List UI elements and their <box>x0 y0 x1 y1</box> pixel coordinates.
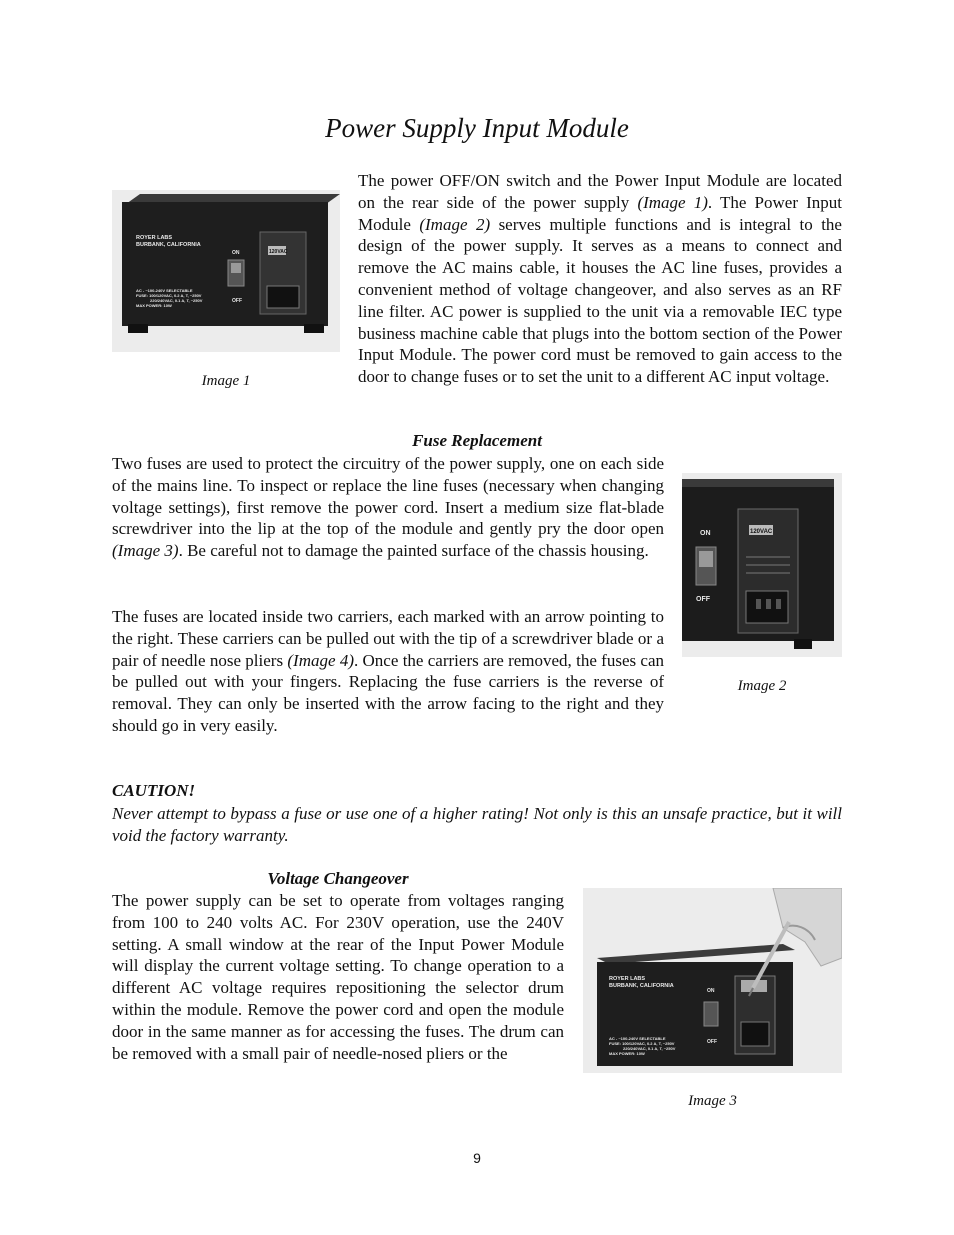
image-2-photo <box>682 473 842 657</box>
caution-heading: CAUTION! <box>112 781 196 800</box>
panel-ac-label: AC - ~100-240V SELECTABLE <box>136 288 193 293</box>
panel-power-label: MAX POWER: 10W <box>136 303 172 308</box>
caution-text: Never attempt to bypass a fuse or use one of a higher rating! Not only is this an unsafe practice, but it will void the factory warranty. <box>112 804 842 845</box>
panel-location-label: BURBANK, CALIFORNIA <box>609 983 674 989</box>
panel-fuse-label-2: 220/240VAC, 0.1 A, T, ~250V <box>150 298 203 303</box>
panel-on-label: ON <box>700 530 711 537</box>
panel-on-label: ON <box>232 250 240 256</box>
panel-on-label: ON <box>707 988 715 994</box>
image-1-photo <box>112 190 340 352</box>
intro-text-3: serves multiple functions and is integral to the design of the power supply. It serves as a means to connect and remove the AC mains cable, it houses the AC line fuses, provides a convenient method of voltage changeover, and also serves as an RF line filter. AC power is supplied to the unit via a removable IEC type business machine cable that plugs into the bottom section of the Power Input Module. The power cord must be removed to gain access to the door to change fuses or to set the unit to a different AC input voltage. <box>358 214 842 387</box>
intro-ref-image-1: (Image 1) <box>637 192 708 212</box>
fuse-paragraph-1 <box>112 453 664 562</box>
fuse-p2-text-b: . Once the carriers are removed, the fuses can be pulled out with your fingers. Replacing the fuse carriers is the reverse of removal. They can only be inserted with the arrow facing to the right and they should go in very easily. <box>112 650 664 735</box>
intro-paragraph <box>358 170 842 388</box>
panel-off-label: OFF <box>696 596 710 603</box>
voltage-window-label: 120VAC <box>269 249 288 255</box>
page-title: Power Supply Input Module <box>325 113 629 143</box>
fuse-p1-text-b: . Be careful not to damage the painted surface of the chassis housing. <box>178 541 649 561</box>
panel-fuse-label: FUSE: 100/120VAC, 0.2 A, T, ~250V <box>609 1041 675 1046</box>
panel-off-label: OFF <box>232 298 242 304</box>
panel-off-label: OFF <box>707 1039 717 1045</box>
panel-ac-label: AC - ~100-240V SELECTABLE <box>609 1036 666 1041</box>
image-1-caption: Image 1 <box>201 373 251 389</box>
panel-location-label: BURBANK, CALIFORNIA <box>136 242 201 248</box>
panel-power-label: MAX POWER: 10W <box>609 1051 645 1056</box>
fuse-p2-ref-image-4: (Image 4) <box>287 650 354 670</box>
fuse-replacement-heading: Fuse Replacement <box>412 431 542 450</box>
opening-module-door-illustration <box>583 888 842 1073</box>
intro-ref-image-2: (Image 2) <box>419 214 491 234</box>
power-supply-rear-panel-illustration <box>112 190 340 352</box>
panel-fuse-label: FUSE: 100/120VAC, 0.2 A, T, ~250V <box>136 293 202 298</box>
fuse-p1-text-a: Two fuses are used to protect the circuitry of the power supply, one on each side of the mains line. To inspect or replace the line fuses (necessary when changing voltage settings), first remove the power cord. Insert a medium size flat-blade screwdriver into the lip at the top of the module and gently pry the door open <box>112 454 664 539</box>
panel-fuse-label-2: 220/240VAC, 0.1 A, T, ~250V <box>623 1046 676 1051</box>
panel-brand-label: ROYER LABS <box>136 235 173 241</box>
image-3-photo <box>583 888 842 1073</box>
voltage-window-label: 120VAC <box>750 529 773 535</box>
image-3-caption: Image 3 <box>688 1093 737 1109</box>
power-input-module-closeup-illustration <box>682 473 842 657</box>
intro-text-2: . The Power Input Module <box>358 192 842 234</box>
image-2-caption: Image 2 <box>737 678 787 694</box>
voltage-changeover-heading: Voltage Changeover <box>267 869 409 888</box>
voltage-changeover-paragraph: The power supply can be set to operate from voltages ranging from 100 to 240 volts AC. For 230V operation, use the 240V setting. A small window at the rear of the Input Power Module will display the current voltage setting. To change operation to a different AC voltage requires repositioning the selector drum within the module. Remove the power cord and open the module door in the same manner as for accessing the fuses. The drum can be removed with a small pair of needle-nosed pliers or the <box>112 891 564 1063</box>
fuse-paragraph-2 <box>112 606 664 737</box>
fuse-p2-text-a: The fuses are located inside two carriers, each marked with an arrow pointing to the right. These carriers can be pulled out with the tip of a screwdriver blade or a pair of needle nose pliers <box>112 607 664 670</box>
intro-text-1: The power OFF/ON switch and the Power Input Module are located on the rear side of the power supply <box>358 171 842 212</box>
panel-brand-label: ROYER LABS <box>609 976 646 982</box>
fuse-p1-ref-image-3: (Image 3) <box>112 541 179 561</box>
page-number: 9 <box>473 1150 481 1166</box>
